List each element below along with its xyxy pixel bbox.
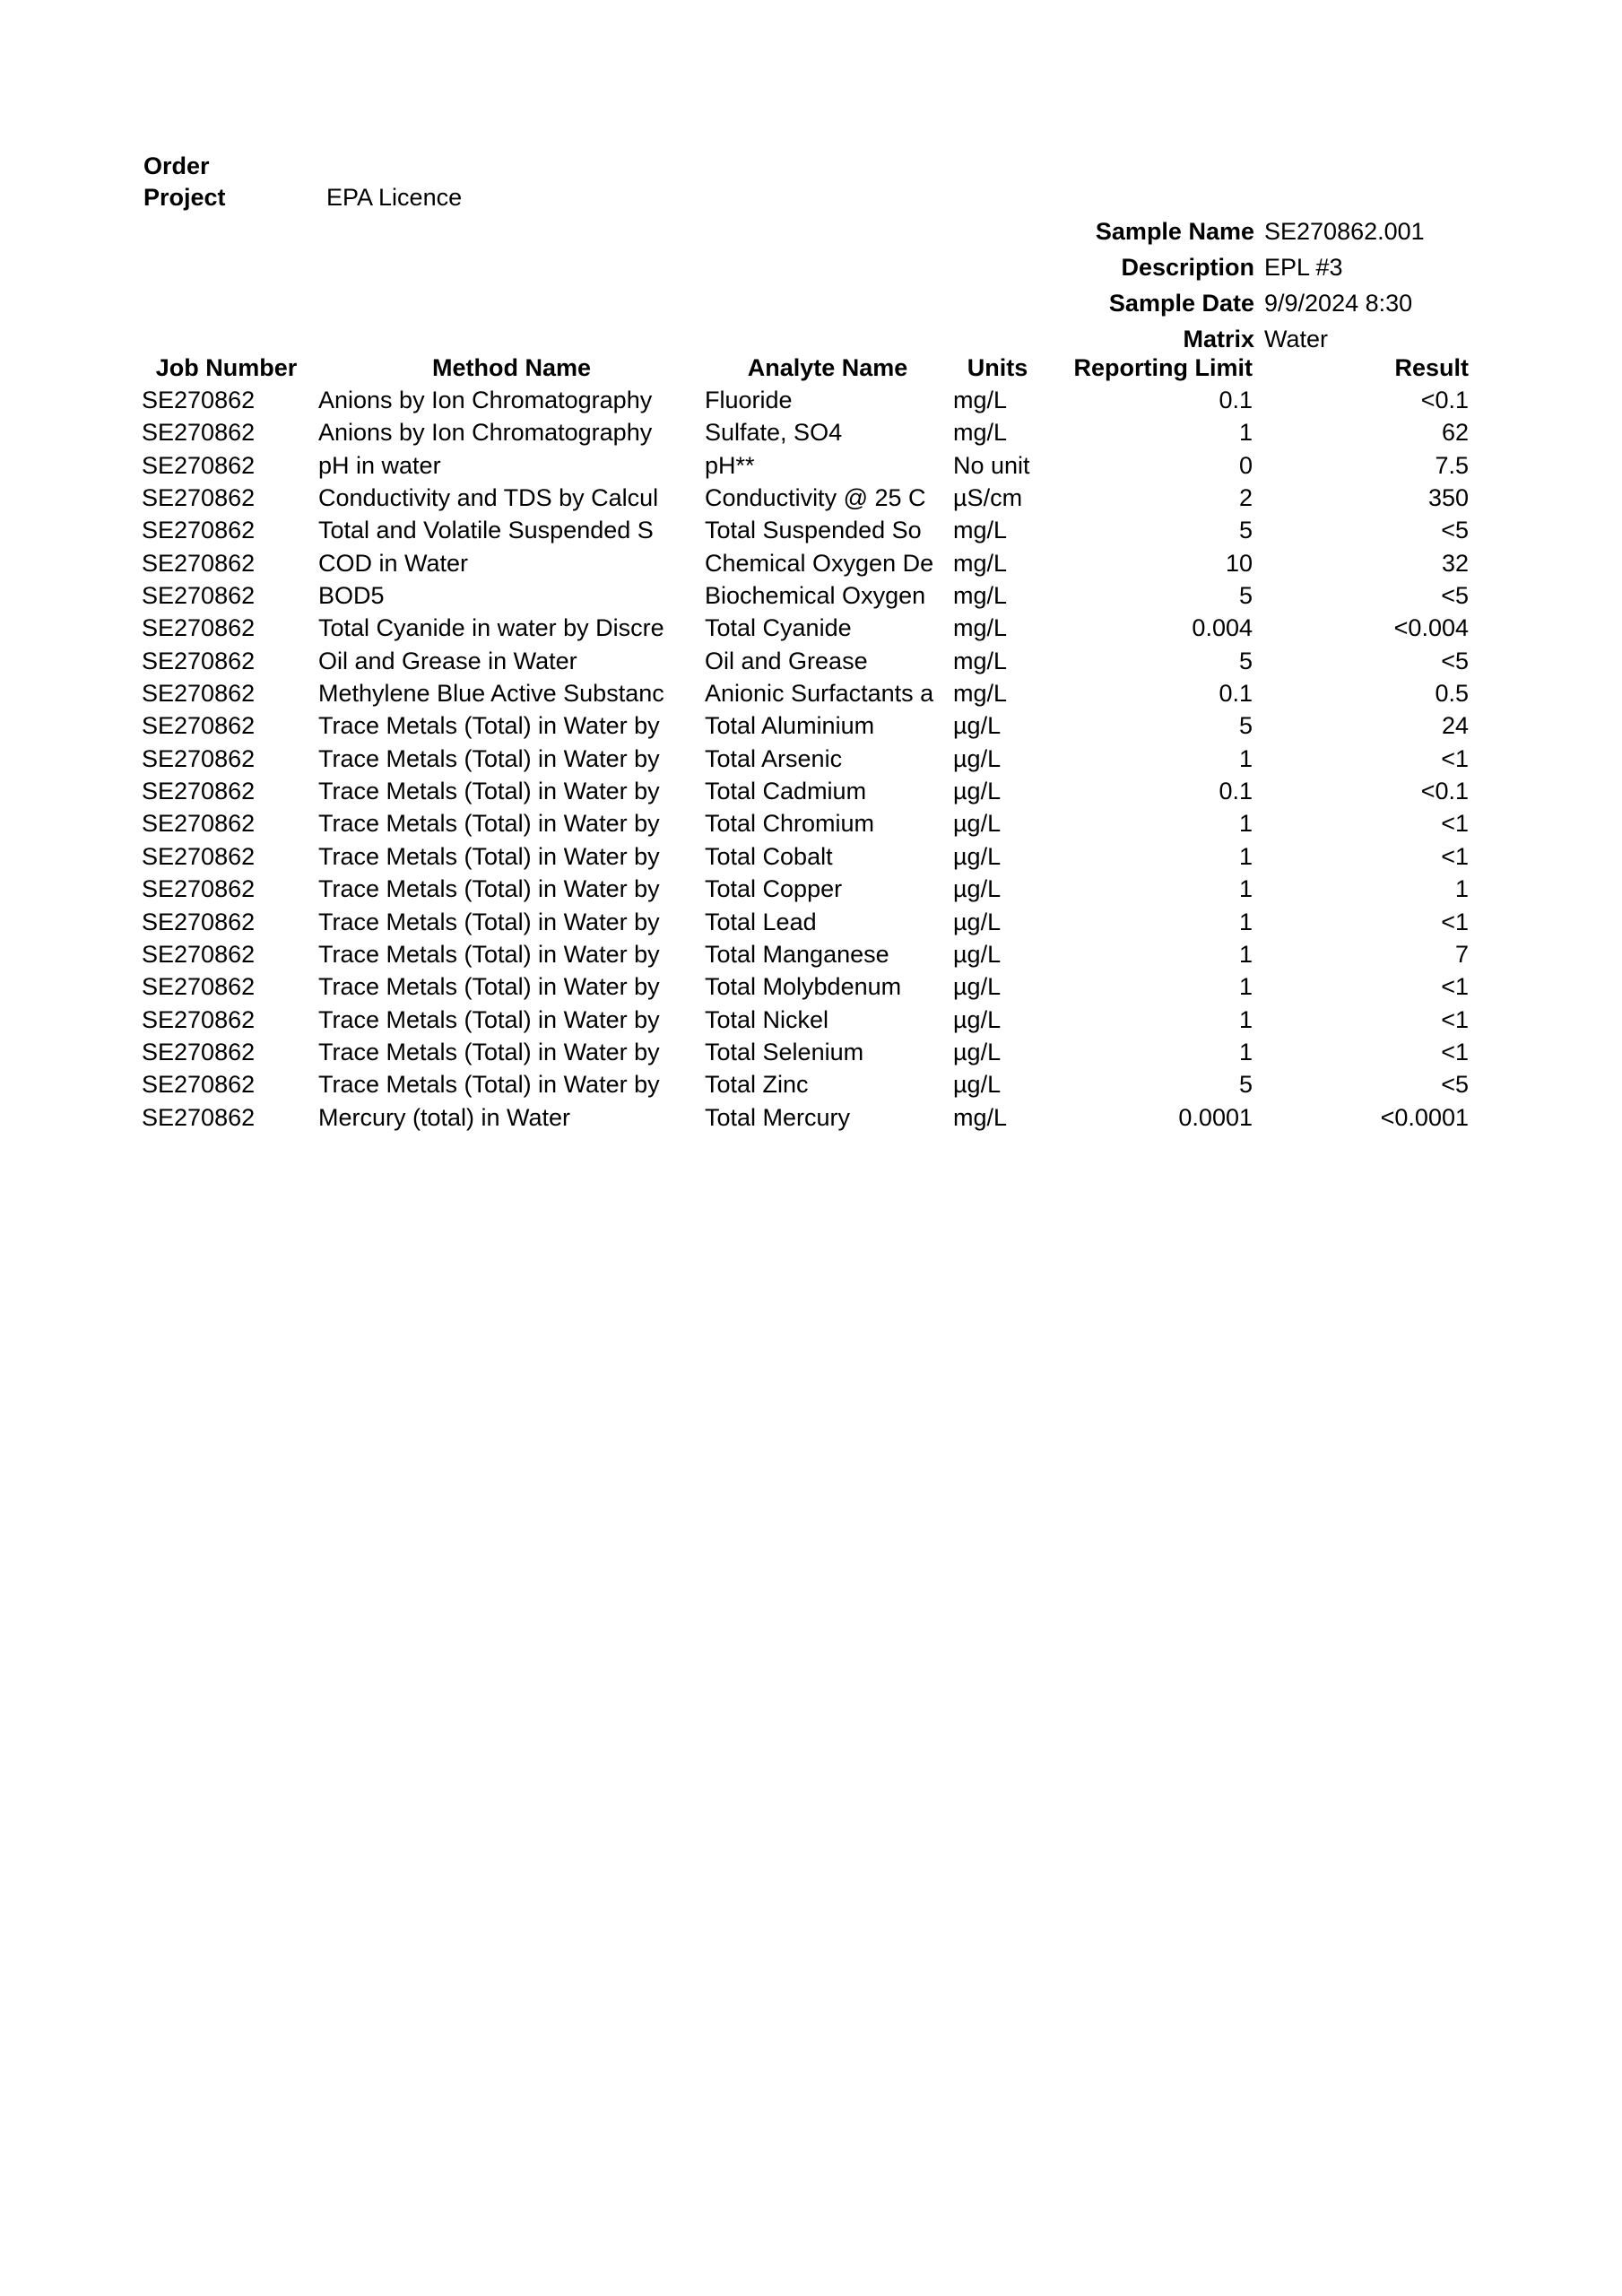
analyte-name-cell: Conductivity @ 25 C [705,484,926,512]
units-cell: µS/cm [953,484,1023,512]
result-cell: <0.1 [1420,387,1469,414]
results-table-header [134,352,1471,384]
analyte-name-cell: Total Mercury [705,1103,851,1131]
method-name-cell: Trace Metals (Total) in Water by [318,712,660,740]
table-row [134,1004,1471,1036]
result-cell: <0.0001 [1380,1103,1469,1131]
method-name-cell: Trace Metals (Total) in Water by [318,908,660,935]
method-name-cell: Trace Metals (Total) in Water by [318,842,660,870]
table-row [134,1101,1471,1134]
order-label: Order [143,152,210,179]
result-cell: 7 [1454,940,1469,968]
result-cell: <5 [1441,582,1469,610]
result-cell: 1 [1454,875,1469,903]
table-row [134,775,1471,807]
method-name-cell: Trace Metals (Total) in Water by [318,973,660,1001]
analyte-name-cell: Fluoride [705,387,793,414]
table-row [134,579,1471,612]
sample-date-row [762,285,1497,321]
method-name-cell: Trace Metals (Total) in Water by [318,875,660,903]
job-number-cell: SE270862 [142,1038,256,1065]
analyte-name-cell: Oil and Grease [705,647,868,674]
reporting-limit-cell: 0.1 [1219,778,1253,805]
result-cell: <1 [1441,810,1469,838]
method-name-cell: Trace Metals (Total) in Water by [318,940,660,968]
job-number-cell: SE270862 [142,451,256,479]
reporting-limit-cell: 0.004 [1192,614,1253,642]
table-row [134,938,1471,970]
results-table-body [134,384,1471,1134]
result-cell: <0.004 [1393,614,1469,642]
units-cell: µg/L [953,842,1002,870]
header-row [134,352,1471,384]
units-cell: µg/L [953,1005,1002,1033]
sample-date-label: Sample Date [1108,290,1254,317]
job-number-cell: SE270862 [142,484,256,512]
job-number-cell: SE270862 [142,810,256,838]
job-number-cell: SE270862 [142,387,256,414]
table-row [134,482,1471,514]
result-cell: <0.1 [1420,778,1469,805]
units-cell: mg/L [953,614,1008,642]
method-name-cell: Methylene Blue Active Substanc [318,680,664,708]
job-number-cell: SE270862 [142,517,256,544]
reporting-limit-cell: 5 [1238,647,1253,674]
sample-info-block [762,213,1497,357]
table-row [134,906,1471,938]
result-cell: <1 [1441,842,1469,870]
units-cell: mg/L [953,549,1008,577]
job-number-cell: SE270862 [142,680,256,708]
job-number-header: Job Number [155,353,298,381]
table-row [134,645,1471,677]
units-cell: µg/L [953,744,1002,772]
table-row [134,808,1471,840]
reporting-limit-cell: 0.1 [1219,680,1253,708]
analyte-name-cell: Total Zinc [705,1071,809,1099]
result-cell: <5 [1441,517,1469,544]
analyte-name-cell: Total Arsenic [705,744,843,772]
units-cell: No unit [953,451,1030,479]
project-label: Project [143,184,226,211]
job-number-cell: SE270862 [142,940,256,968]
result-cell: <5 [1441,647,1469,674]
table-row [134,1036,1471,1068]
job-number-cell: SE270862 [142,1005,256,1033]
table-row [134,1069,1471,1101]
method-name-cell: Trace Metals (Total) in Water by [318,778,660,805]
analyte-name-cell: Total Cyanide [705,614,852,642]
result-cell: 32 [1441,549,1469,577]
reporting-limit-cell: 0.1 [1219,387,1253,414]
units-cell: µg/L [953,973,1002,1001]
method-name-cell: Trace Metals (Total) in Water by [318,810,660,838]
reporting-limit-cell: 5 [1238,517,1253,544]
method-name-cell: Conductivity and TDS by Calcul [318,484,659,512]
reporting-limit-cell: 5 [1238,712,1253,740]
reporting-limit-cell: 1 [1238,875,1253,903]
reporting-limit-cell: 10 [1225,549,1253,577]
job-number-cell: SE270862 [142,908,256,935]
analyte-name-cell: Total Manganese [705,940,889,968]
table-row [134,449,1471,482]
units-cell: mg/L [953,419,1008,447]
sample-name-row [762,213,1497,249]
job-number-cell: SE270862 [142,712,256,740]
table-row [134,874,1471,906]
units-cell: mg/L [953,387,1008,414]
analyte-name-cell: Anionic Surfactants a [705,680,934,708]
job-number-cell: SE270862 [142,778,256,805]
job-number-cell: SE270862 [142,419,256,447]
method-name-cell: Total Cyanide in water by Discre [318,614,664,642]
reporting-limit-cell: 0.0001 [1178,1103,1253,1131]
units-cell: mg/L [953,1103,1008,1131]
result-cell: <1 [1441,908,1469,935]
reporting-limit-header: Reporting Limit [1073,353,1253,381]
result-cell: 62 [1441,419,1469,447]
method-name-cell: Trace Metals (Total) in Water by [318,744,660,772]
units-cell: mg/L [953,680,1008,708]
units-cell: µg/L [953,778,1002,805]
reporting-limit-cell: 1 [1238,744,1253,772]
job-number-cell: SE270862 [142,582,256,610]
units-cell: µg/L [953,875,1002,903]
reporting-limit-cell: 5 [1238,1071,1253,1099]
table-row [134,971,1471,1004]
job-number-cell: SE270862 [142,614,256,642]
table-row [134,743,1471,775]
description-label: Description [1121,254,1254,281]
reporting-limit-cell: 1 [1238,1038,1253,1065]
result-cell: <1 [1441,744,1469,772]
reporting-limit-cell: 2 [1238,484,1253,512]
units-cell: µg/L [953,940,1002,968]
result-cell: 350 [1427,484,1469,512]
method-name-cell: Trace Metals (Total) in Water by [318,1071,660,1099]
analyte-name-cell: Total Cobalt [705,842,833,870]
result-cell: <1 [1441,1038,1469,1065]
analyte-name-cell: Total Selenium [705,1038,864,1065]
result-cell: <1 [1441,1005,1469,1033]
analyte-name-cell: Total Cadmium [705,778,867,805]
analyte-name-cell: Total Molybdenum [705,973,902,1001]
method-name-cell: COD in Water [318,549,469,577]
analyte-name-cell: Total Nickel [705,1005,829,1033]
analyte-name-cell: Total Lead [705,908,817,935]
result-cell: 7.5 [1435,451,1469,479]
units-header: Units [967,353,1028,381]
analyte-name-cell: pH** [705,451,755,479]
units-cell: mg/L [953,517,1008,544]
analyte-name-cell: Total Copper [705,875,843,903]
method-name-cell: Anions by Ion Chromatography [318,419,653,447]
units-cell: µg/L [953,1038,1002,1065]
result-cell: <5 [1441,1071,1469,1099]
method-name-cell: Mercury (total) in Water [318,1103,571,1131]
results-table [134,352,1471,1134]
job-number-cell: SE270862 [142,973,256,1001]
reporting-limit-cell: 1 [1238,842,1253,870]
job-number-cell: SE270862 [142,549,256,577]
result-header: Result [1394,353,1469,381]
table-row [134,515,1471,547]
job-number-cell: SE270862 [142,875,256,903]
reporting-limit-cell: 0 [1238,451,1253,479]
method-name-cell: BOD5 [318,582,385,610]
reporting-limit-cell: 1 [1238,908,1253,935]
job-number-cell: SE270862 [142,647,256,674]
sample-date-value: 9/9/2024 8:30 [1264,290,1413,317]
reporting-limit-cell: 1 [1238,973,1253,1001]
job-number-cell: SE270862 [142,1071,256,1099]
job-number-cell: SE270862 [142,744,256,772]
table-row [134,384,1471,416]
analyte-name-cell: Biochemical Oxygen [705,582,926,610]
description-row [762,249,1497,285]
table-row [134,710,1471,743]
job-number-cell: SE270862 [142,842,256,870]
table-row [134,840,1471,873]
sample-name-label: Sample Name [1095,218,1254,245]
reporting-limit-cell: 1 [1238,940,1253,968]
result-cell: 24 [1441,712,1469,740]
sample-name-value: SE270862.001 [1264,218,1425,245]
analyte-name-cell: Total Aluminium [705,712,875,740]
analyte-name-cell: Chemical Oxygen De [705,549,934,577]
units-cell: µg/L [953,810,1002,838]
units-cell: µg/L [953,908,1002,935]
project-value: EPA Licence [326,184,463,211]
reporting-limit-cell: 1 [1238,419,1253,447]
units-cell: mg/L [953,647,1008,674]
result-cell: 0.5 [1435,680,1469,708]
units-cell: µg/L [953,712,1002,740]
result-cell: <1 [1441,973,1469,1001]
matrix-label: Matrix [1183,326,1254,352]
method-name-cell: Trace Metals (Total) in Water by [318,1038,660,1065]
method-name-cell: pH in water [318,451,441,479]
reporting-limit-cell: 1 [1238,1005,1253,1033]
description-value: EPL #3 [1264,254,1343,281]
matrix-value: Water [1264,326,1329,352]
table-row [134,547,1471,579]
analyte-name-header: Analyte Name [747,353,908,381]
method-name-cell: Anions by Ion Chromatography [318,387,653,414]
table-row [134,417,1471,449]
table-row [134,677,1471,709]
analyte-name-cell: Total Suspended So [705,517,922,544]
method-name-cell: Oil and Grease in Water [318,647,577,674]
units-cell: µg/L [953,1071,1002,1099]
table-row [134,613,1471,645]
analyte-name-cell: Total Chromium [705,810,875,838]
job-number-cell: SE270862 [142,1103,256,1131]
units-cell: mg/L [953,582,1008,610]
method-name-header: Method Name [431,353,592,381]
reporting-limit-cell: 1 [1238,810,1253,838]
method-name-cell: Trace Metals (Total) in Water by [318,1005,660,1033]
analyte-name-cell: Sulfate, SO4 [705,419,843,447]
reporting-limit-cell: 5 [1238,582,1253,610]
method-name-cell: Total and Volatile Suspended S [318,517,654,544]
